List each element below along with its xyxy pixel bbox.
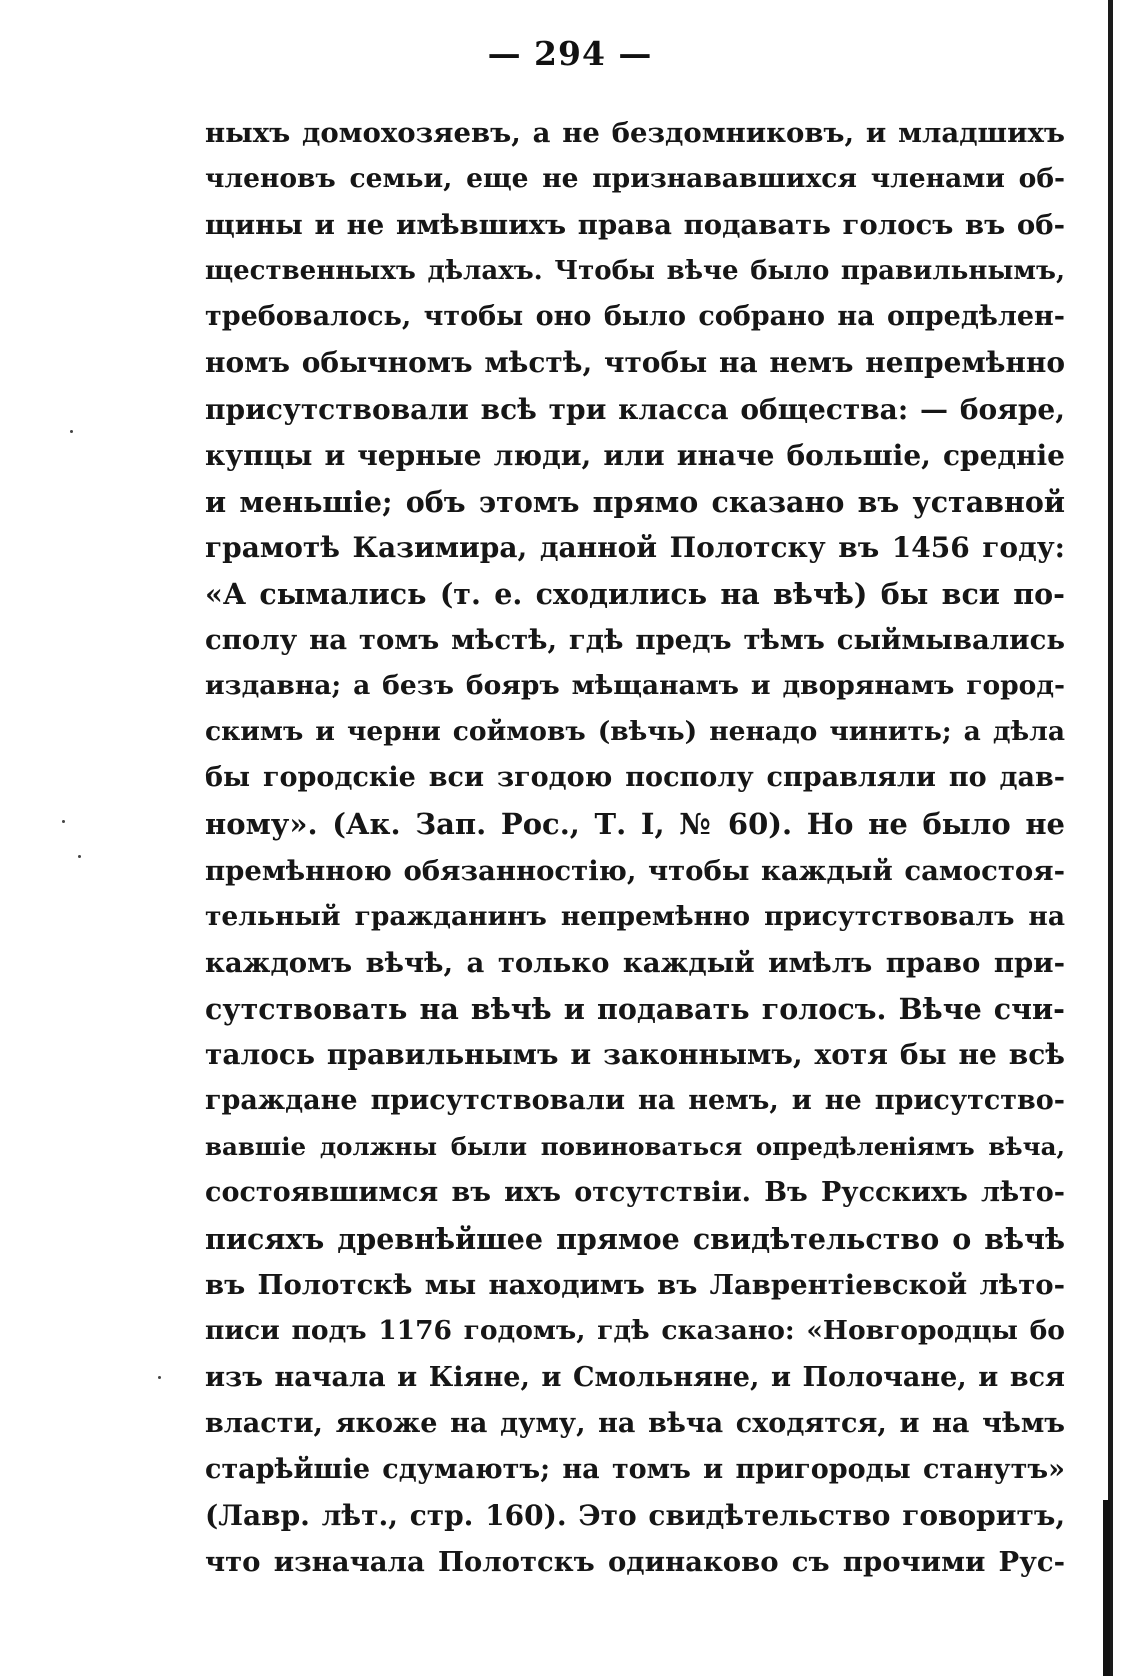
text-line: ныхъ домохозяевъ, а не бездомниковъ, и младшихъ	[205, 117, 1065, 149]
text-line: и меньшiе; объ этомъ прямо сказано въ уставной	[205, 484, 1065, 519]
text-line: власти, якоже на думу, на вѣча сходятся, и на чѣмъ	[205, 1407, 1065, 1439]
page-edge-rule	[1108, 0, 1113, 1676]
text-line: каждомъ вѣчѣ, а только каждый имѣлъ право при-	[205, 946, 1065, 979]
scan-speck	[158, 1376, 161, 1379]
text-line: талось правильнымъ и законнымъ, хотя бы не всѣ	[205, 1037, 1065, 1071]
text-line: граждане присутствовали на немъ, и не присутство-	[205, 1084, 1065, 1116]
text-line: старѣйшiе сдумаютъ; на томъ и пригороды станутъ»	[205, 1453, 1065, 1485]
text-line: что изначала Полотскъ одинаково съ прочими Рус-	[205, 1545, 1065, 1578]
text-line: сполу на томъ мѣстѣ, гдѣ предъ тѣмъ сыймывались	[205, 624, 1065, 657]
text-line: купцы и черные люди, или иначе большiе, среднiе	[205, 438, 1065, 472]
text-line: писи подъ 1176 годомъ, гдѣ сказано: «Новгородцы бо	[205, 1315, 1065, 1347]
text-line: въ Полотскѣ мы находимъ въ Лаврентiевской лѣто-	[205, 1269, 1065, 1302]
text-line: премѣнною обязанностiю, чтобы каждый самостоя-	[205, 854, 1065, 887]
scan-speck	[62, 820, 65, 823]
body-text	[205, 110, 1065, 1585]
text-line: сутствовать на вѣчѣ и подавать голосъ. Вѣче счи-	[205, 991, 1065, 1026]
text-line: тельный гражданинъ непремѣнно присутствовалъ на	[205, 900, 1065, 932]
text-line: номъ обычномъ мѣстѣ, чтобы на немъ непремѣнно	[205, 346, 1065, 380]
scan-speck	[78, 855, 81, 858]
text-line: бы городскiе вси згодою посполу справляли по дав-	[205, 762, 1065, 794]
text-line: грамотѣ Казимира, данной Полотску въ 1456 году:	[205, 530, 1065, 564]
text-line: ному». (Ак. Зап. Рос., Т. I, № 60). Но не было не	[205, 807, 1065, 842]
text-line: присутствовали всѣ три класса общества: — бояре,	[205, 392, 1065, 426]
text-line: «А сымались (т. е. сходились на вѣчѣ) бы вси по-	[205, 576, 1065, 611]
text-line: щественныхъ дѣлахъ. Чтобы вѣче было правильнымъ,	[205, 256, 1065, 287]
text-line: скимъ и черни соймовъ (вѣчь) ненадо чинить; а дѣла	[205, 716, 1065, 748]
text-line: членовъ семьи, еще не признававшихся членами об-	[205, 163, 1065, 195]
text-line: требовалось, чтобы оно было собрано на опредѣлен-	[205, 301, 1065, 333]
text-line: изъ начала и Кiяне, и Смольняне, и Полочане, и вся	[205, 1361, 1065, 1393]
scan-speck	[70, 430, 73, 433]
text-line: щины и не имѣвшихъ права подавать голосъ въ об-	[205, 209, 1065, 242]
text-line: состоявшимся въ ихъ отсутствiи. Въ Русскихъ лѣто-	[205, 1177, 1065, 1209]
text-line: вавшiе должны были повиноваться опредѣленiямъ вѣча,	[205, 1132, 1065, 1162]
text-line: писяхъ древнѣйшее прямое свидѣтельство о вѣчѣ	[205, 1222, 1065, 1257]
text-line: (Лавр. лѣт., стр. 160). Это свидѣтельство говоритъ,	[205, 1498, 1065, 1532]
text-line: издавна; а безъ бояръ мѣщанамъ и дворянамъ город-	[205, 670, 1065, 702]
page-number: — 294 —	[487, 34, 653, 73]
page-edge-mark	[1103, 1500, 1110, 1676]
